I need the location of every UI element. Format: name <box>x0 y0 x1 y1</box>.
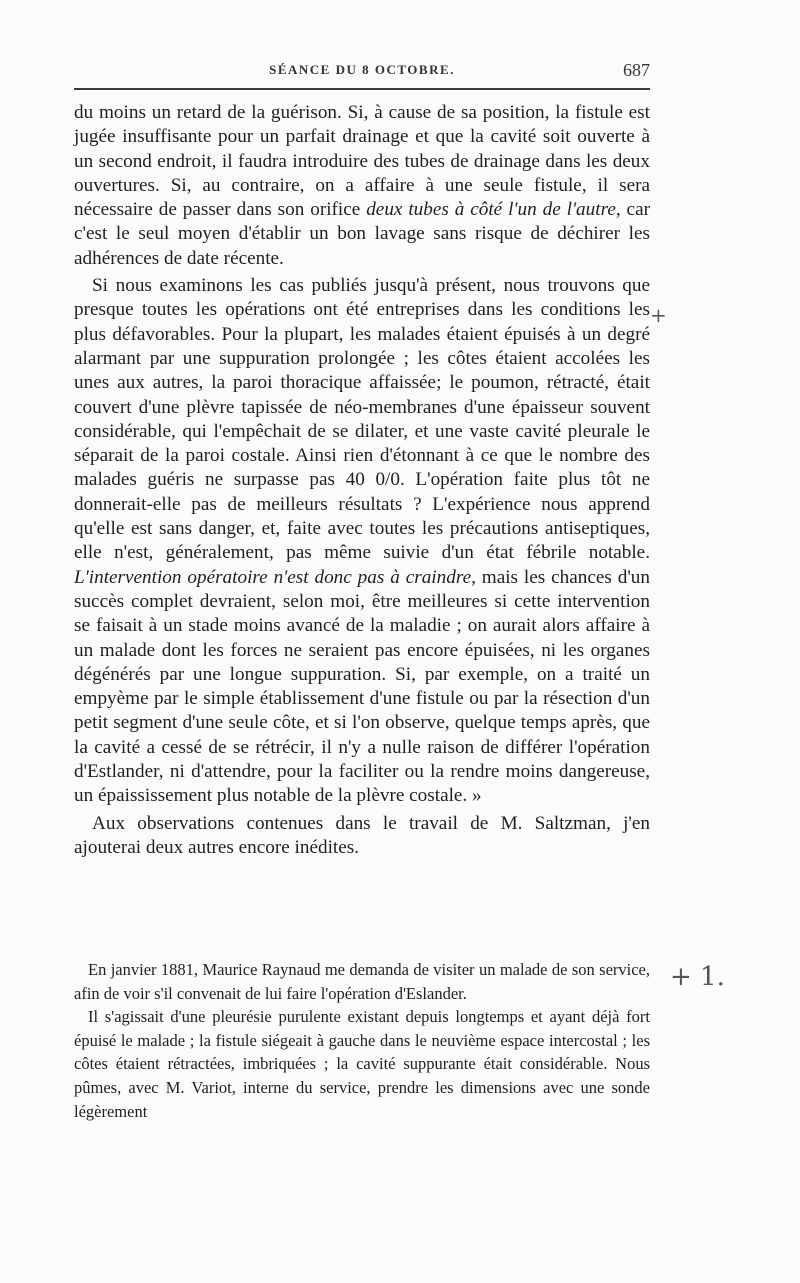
text-run: mais les chances d'un succès complet devraient, selon moi, être meilleures si cette intervention se faisait à un stade moins avancé de la maladie ; on aurait alors affaire à un malade dont les forces ne seraient pas encore épuisées, ni les organes dégénérés par une longue suppuration. Si, par exemple, on a traité un empyème par le simple établissement d'une fistule ou par la résection d'un petit segment d'une seule côte, et si l'on observe, quelque temps après, que la cavité a cessé de se rétrécir, il n'y a nulle raison de différer l'opération d'Estlander, ni d'attendre, pour la faciliter ou la rendre moins dangereuse, un épaississement plus notable de la plèvre costale. » <box>74 566 650 807</box>
paragraph-cases <box>74 274 650 809</box>
page-header <box>74 60 650 84</box>
case-paragraph-1: En janvier 1881, Maurice Raynaud me demanda de visiter un malade de son service, afin de voir s'il convenait de lui faire l'opération d'Eslander. <box>74 960 650 1003</box>
text-run: du moins un retard de la guérison. Si, à cause de sa position, la fistule est jugée insuffisante pour un parfait drainage et que la cavité soit ouverte à un second endroit, il faudra introduire des tubes de drainage dans les deux ouvertures. Si, au contraire, on a affaire à une seule fistule, il sera nécessaire de passer dans son orifice <box>74 102 650 221</box>
case-paragraph-2: Il s'agissait d'une pleurésie purulente existant depuis longtemps et ayant déjà fort épuisé le malade ; la fistule siégeait à gauche dans le neuvième espace intercostal ; les côtes étaient rétractées, imbriquées ; la cavité suppurante était considérable. Nous pûmes, avec M. Variot, interne du service, prendre les dimensions avec une sonde légèrement <box>74 1007 650 1121</box>
margin-mark-plus-one: + 1. <box>670 962 725 992</box>
paragraph-observations: Aux observations contenues dans le travail de M. Saltzman, j'en ajouterai deux autres encore inédites. <box>74 812 650 858</box>
main-text <box>74 101 650 860</box>
header-rule <box>74 88 650 90</box>
case-report <box>74 958 650 1123</box>
italic-phrase: L'intervention opératoire n'est donc pas à craindre, <box>74 566 476 588</box>
paragraph-drainage <box>74 101 650 271</box>
running-head: SÉANCE DU 8 OCTOBRE. <box>269 62 455 77</box>
italic-phrase: deux tubes à côté l'un de l'autre <box>366 199 616 221</box>
text-run: Si nous examinons les cas publiés jusqu'à présent, nous trouvons que presque toutes les opérations ont été entreprises dans les conditions les plus défavorables. Pour la plupart, les malades étaient épuisés à un degré alarmant par une suppuration prolongée ; les côtes étaient accolées les unes aux autres, la paroi thoracique affaissée; le poumon, rétracté, était couvert d'une plèvre tapissée de néo-membranes d'une épaisseur souvent considérable, qui l'empêchait de se dilater, et une vaste cavité pleurale le séparait de la paroi costale. Ainsi rien d'étonnant à ce que le nombre des malades guéris ne surpasse pas 40 0/0. L'opération faite plus tôt ne donnerait-elle pas de meilleurs résultats ? L'expérience nous apprend qu'elle est sans danger, et, faite avec toutes les précautions antiseptiques, elle n'est, généralement, pas même suivie d'un état fébrile notable. <box>74 275 650 564</box>
text-run: , car c'est le seul moyen d'établir un bon lavage sans risque de déchirer les adhérences de date récente. <box>74 199 650 269</box>
page-number: 687 <box>623 60 650 80</box>
margin-mark-plus: + <box>650 303 667 327</box>
